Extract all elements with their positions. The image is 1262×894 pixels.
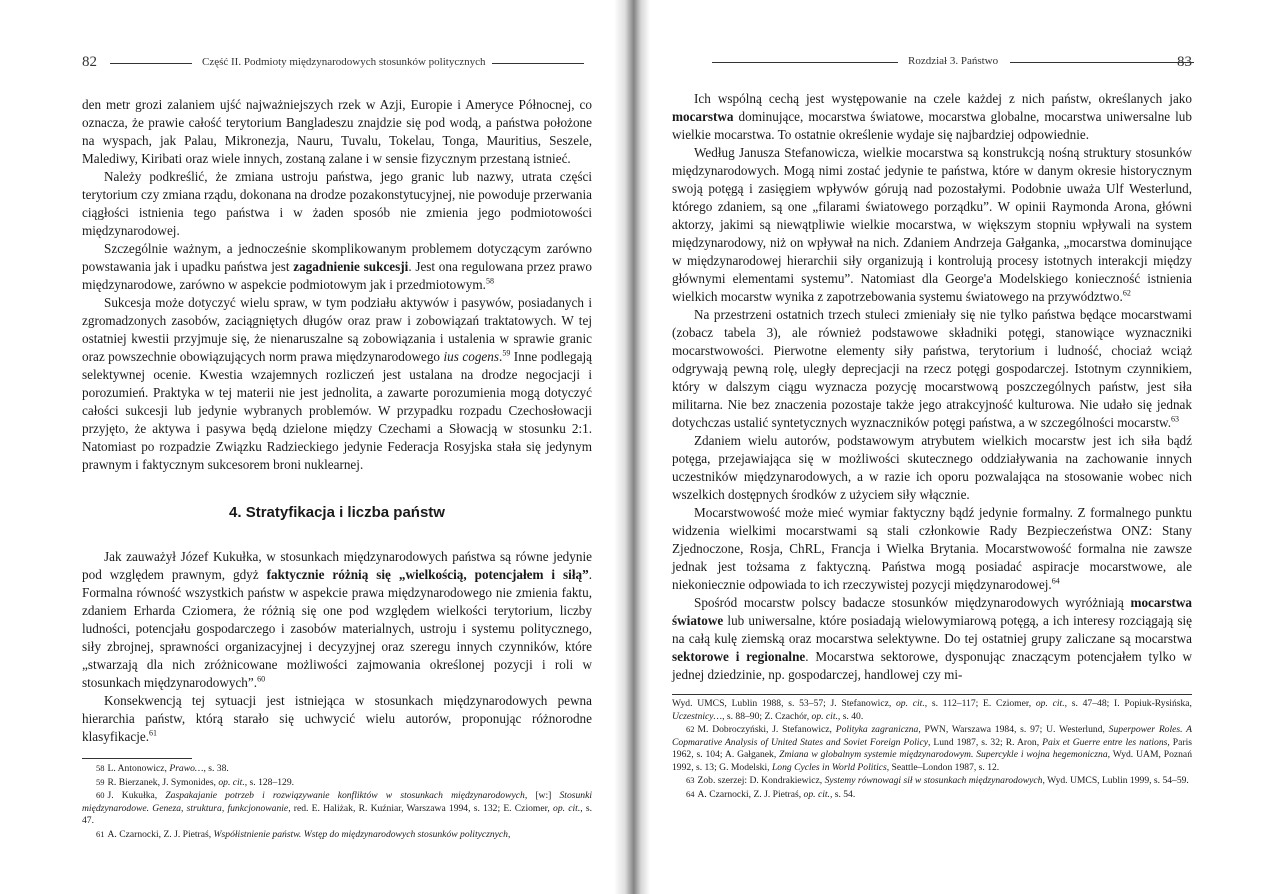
paragraph: Konsekwencją tej sytuacji jest istniejąca w stosunkach międzynarodowych pewna hierarchia państw, którą starało się uchwycić wielu autorów, proponując różnorodne klasyfikacje.$^{61}$ (82, 693, 592, 744)
right-body-text (672, 90, 1192, 684)
left-page (0, 0, 622, 894)
footnote-62: 62 M. Dobroczyński, J. Stefanowicz, Polityka zagraniczna, PWN, Warszawa 1984, s. 97; U. Westerlund, Superpower Roles. A Copmarative Analysis of United States and Soviet Foreign Policy, Lund 1987, s. 32; R. Aron, Paix et Guerre entre les nations, Paris 1962, s. 104; A. Gałganek, Zmiana w globalnym systemie międzynarodowym. Supercykle i wojna hegemoniczna, Wyd. UAM, Poznań 1992, s. 13; G. Modelski, Long Cycles in World Politics, Seattle–London 1987, s. 12. (672, 724, 1192, 773)
right-page-header (672, 46, 1192, 70)
footnote-ref: 61 (149, 728, 158, 738)
bold-term: faktycznie różnią się „wielkością, potencjałem i siłą” (266, 567, 589, 582)
footnote-58: 58 L. Antonowicz, Prawo…, s. 38. (96, 763, 229, 774)
footnote-ref: 58 (485, 276, 494, 286)
footnote-ref: 64 (1051, 576, 1060, 586)
paragraph: Spośród mocarstw polscy badacze stosunków międzynarodowych wyróżniają mocarstwa światowe lub uniwersalne, które posiadają wielowymiarową potęgą, a ich interesy rozciągają się na całą kulę ziemską oraz mocarstwa selektywne. Do tej ostatniej grupy zaliczane są mocarstwa sektorowe i regionalne. Mocarstwa sektorowe, dysponując znaczącym potencjałem tylko w jednej dziedzinie, np. gospodarczej, handlowej czy mi- (672, 595, 1192, 682)
paragraph: den metr grozi zalaniem ujść najważniejszych rzek w Azji, Europie i Ameryce Północnej, co oznacza, że prawie całość terytorium Bangladeszu znajdzie się pod wodą, a państwa położone na wyspach, jak Palau, Mikronezja, Nauru, Tuvalu, Tokelau, Tonga, Mauritius, Seszele, Malediwy, Kiribati oraz wiele innych, zostaną zalane i w sensie fizycznym przestaną istnieć. (82, 97, 592, 166)
footnote-rule (672, 694, 1192, 695)
left-footnotes (82, 758, 592, 841)
right-footnotes (672, 694, 1192, 801)
header-rule (110, 63, 192, 64)
left-page-number: 82 (82, 54, 97, 70)
paragraph: Sukcesja może dotyczyć wielu spraw, w tym podziału aktywów i pasywów, posiadanych i zgromadzonych zasobów, zaciągniętych długów oraz praw i zobowiązań traktatowych. W tej ostatniej kwestii przyjmuje się, że nienaruszalne są zobowiązania i ustalenia w sprawie granic oraz powszechnie obowiązujących norm prawa międzynarodowego ius cogens.$^{59}$ Inne podlegają selektywnej ocenie. Kwestia wzajemnych rozliczeń jest ustalana na drodze negocjacji i porozumień. Praktyka w tej materii nie jest jednolita, a zawarte porozumienia mogą dotyczyć całości sukcesji lub jedynie wybranych problemów. W przypadku rozpadu Czechosłowacji przyjęto, że aktywa i pasywa będą dzielone między Czechami a Słowacją w stosunku 2:1. Natomiast po rozpadzie Związku Radzieckiego jedynie Federacja Rosyjska stała się jedynym prawnym i faktycznym sukcesorem broni nuklearnej. (82, 295, 592, 472)
header-rule (712, 62, 898, 63)
paragraph: Na przestrzeni ostatnich trzech stuleci zmieniały się nie tylko państwa będące mocarstwami (zobacz tabela 3), ale również podstawowe składniki potęgi, stanowiące wyznaczniki mocarstwowości. Pierwotne elementy siły państwa, terytorium i ludność, chociaż wciąż odgrywają pewną rolę, uległy deprecjacji na rzecz potęgi gospodarczej. Istotnym czynnikiem, który w dalszym ciągu wyznacza pozycję mocarstwową poszczególnych państw, jest siła militarna. Nie bez znaczenia pozostaje także jego atrakcyjność kulturowa. Nie udało się jednak dotychczas ustalić syntetycznych wyznaczników potęgi państwa, a w szczególności mocarstw.$^{63}$ (672, 307, 1192, 430)
footnote-64: 64 A. Czarnocki, Z. J. Pietraś, op. cit., s. 54. (686, 788, 856, 800)
header-rule (1010, 62, 1194, 63)
section-title: 4. Stratyfikacja i liczba państw (229, 504, 445, 521)
bold-term: mocarstwa (672, 109, 734, 124)
right-running-title: Rozdział 3. Państwo (908, 55, 999, 67)
bold-term: sektorowe i regionalne (672, 649, 806, 664)
paragraph: Należy podkreślić, że zmiana ustroju państwa, jego granic lub nazwy, utrata części terytorium czy zmiana rządu, dokonana na drodze pozakonstytucyjnej, nie powoduje przerwania ciągłości istnienia tego państwa i w żaden sposób nie zmienia jego podmiotowości międzynarodowej. (82, 169, 592, 238)
footnote-rule (82, 758, 192, 759)
left-running-title: Część II. Podmioty międzynarodowych stosunków politycznych (202, 56, 486, 68)
footnote-61: 61 A. Czarnocki, Z. J. Pietraś, Współistnienie państw. Wstęp do międzynarodowych stosunków politycznych, (96, 828, 511, 840)
paragraph: Szczególnie ważnym, a jednocześnie skomplikowanym problemem dotyczącym zarówno powstawania jak i upadku państwa jest zagadnienie sukcesji. Jest ona regulowana przez prawo międzynarodowe, zarówno w aspekcie podmiotowym jak i przedmiotowym.$^{58}$ (82, 241, 592, 292)
footnote-59: 59 R. Bierzanek, J. Symonides, op. cit., s. 128–129. (96, 776, 295, 788)
paragraph: Mocarstwowość może mieć wymiar faktyczny bądź jedynie formalny. Z formalnego punktu widzenia wielkimi mocarstwami są stali członkowie Rady Bezpieczeństwa ONZ: Stany Zjednoczone, Rosja, ChRL, Francja i Wielka Brytania. Mocarstwowość formalna nie zawsze jednak jest tożsama z faktyczną. Państwa mogą posiadać aspiracje mocarstwowe, ale niekoniecznie odpowiada to ich rzeczywistej pozycji międzynarodowej.$^{64}$ (672, 505, 1192, 592)
footnote-ref: 59 (502, 348, 511, 358)
left-page-header (82, 46, 592, 70)
bold-term: zagadnienie sukcesji (293, 259, 409, 274)
left-body-text (82, 96, 592, 746)
footnote-ref: 60 (257, 674, 266, 684)
right-page (640, 0, 1262, 894)
header-rule (492, 63, 584, 64)
footnote-60: 60 J. Kukułka, Zaspakajanie potrzeb i rozwiązywanie konfliktów w stosunkach międzynarodowych, [w:] Stosunki międzynarodowe. Geneza, struktura, funkcjonowanie, red. E. Haliżak, R. Kuźniar, Warszawa 1994, s. 132; E. Cziomer, op. cit., s. 47. (82, 790, 592, 826)
footnote-63: 63 Zob. szerzej: D. Kondrakiewicz, Systemy równowagi sił w stosunkach międzynarodowych, Wyd. UMCS, Lublin 1999, s. 54–59. (686, 775, 1189, 786)
paragraph: Jak zauważył Józef Kukułka, w stosunkach międzynarodowych państwa są równe jedynie pod względem prawnym, gdyż faktycznie różnią się „wielkością, potencjałem i siłą”. Formalna równość wszystkich państw w aspekcie prawa międzynarodowego nie zmienia faktu, zdaniem Erharda Cziomera, że różnią się one pod względem wielkości terytorium, liczby ludności, potencjału gospodarczego i zasobów materialnych, ustroju i systemu politycznego, siły zbrojnej, sprawności organizacyjnej i decyzyjnej oraz szeregu innych czynników, które „stwarzają dla nich zróżnicowane możliwości zajmowania określonej pozycji i roli w stosunkach międzynarodowych”.$^{60}$ (82, 549, 592, 690)
paragraph: Według Janusza Stefanowicza, wielkie mocarstwa są konstrukcją nośną struktury stosunków międzynarodowych. Mogą nimi zostać jedynie te państwa, które w danym okresie historycznym swoją potęgą i zasięgiem wpływów górują nad pozostałymi. Podobnie uważa Ulf Westerlund, którego zdaniem, są one „filarami światowego porządku”. W opinii Raymonda Arona, główni aktorzy, jakimi są niewątpliwie wielkie mocarstwa, w większym stopniu wpływali na system międzynarodowy, niż on wpływał na nich. Zdaniem Andrzeja Gałganka, „mocarstwa dominujące w międzynarodowej hierarchii siły organizują i kontrolują procesy istotnych interakcji między głównymi elementami systemu”. Natomiast dla George'a Modelskiego konieczność istnienia wielkich mocarstw wynika z zapotrzebowania systemu światowego na przywództwo.$^{62}$ (672, 145, 1192, 304)
italic-term: ius cogens (443, 349, 500, 364)
right-page-number: 83 (1177, 54, 1192, 70)
footnote-continuation: Wyd. UMCS, Lublin 1988, s. 53–57; J. Stefanowicz, op. cit., s. 112–117; E. Cziomer, op. cit., s. 47–48; I. Popiuk-Rysińska, Uczestnicy…, s. 88–90; Z. Czachór, op. cit., s. 40. (672, 698, 1192, 722)
footnote-ref: 62 (1122, 288, 1131, 298)
paragraph: Ich wspólną cechą jest występowanie na czele każdej z nich państw, określanych jako mocarstwa dominujące, mocarstwa światowe, mocarstwa globalne, mocarstwa uniwersalne lub wielkie mocarstwa. To ostatnie określenie wydaje się najbardziej odpowiednie. (672, 91, 1192, 142)
paragraph: Zdaniem wielu autorów, podstawowym atrybutem wielkich mocarstw jest ich siła bądź potęga, przejawiająca się w możliwości skutecznego oddziaływania na zachowanie innych uczestników międzynarodowych, a w razie ich oporu pozwalająca na stosowanie wobec nich wszelkich dostępnych środków z użyciem siły włącznie. (672, 433, 1192, 502)
bold-term: mocarstwa światowe (672, 595, 1192, 628)
footnote-ref: 63 (1171, 414, 1179, 424)
